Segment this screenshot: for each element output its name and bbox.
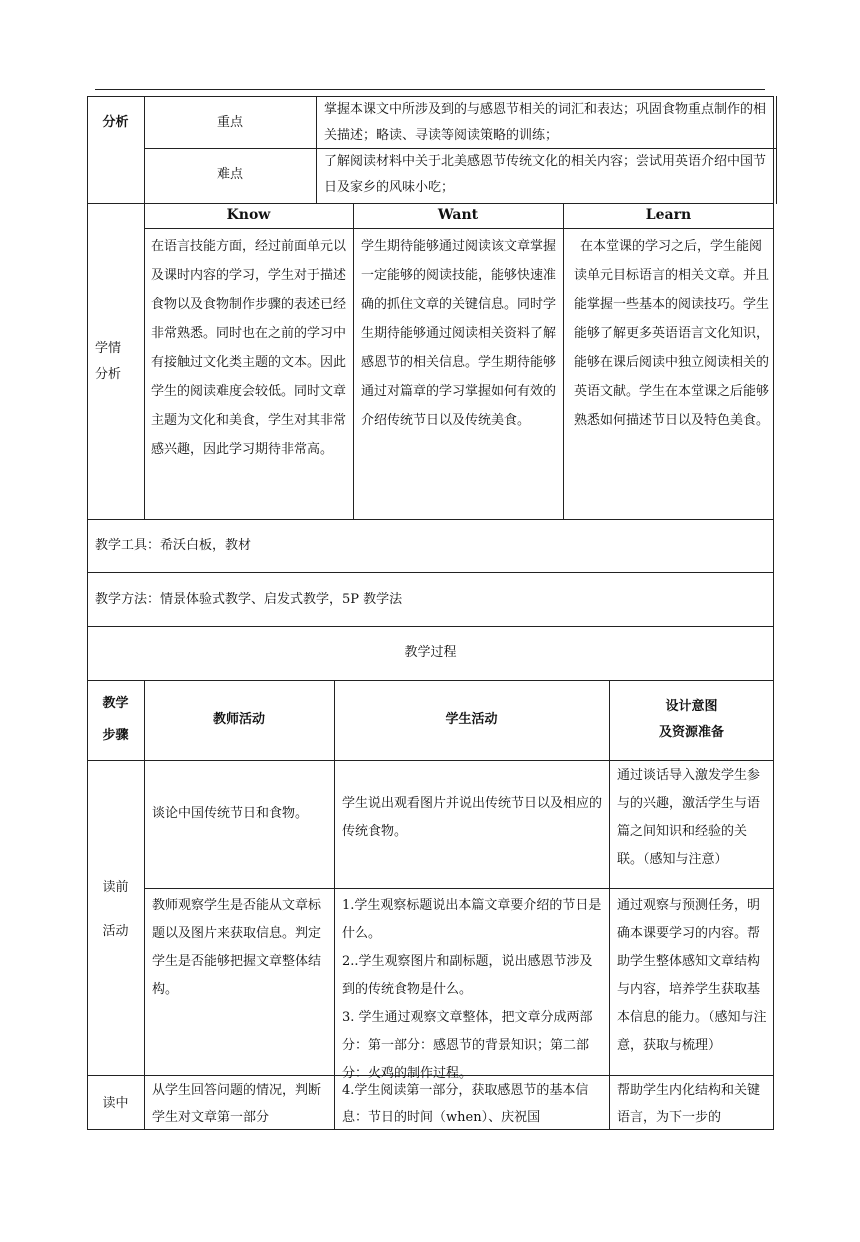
analysis-label: 分析	[102, 115, 129, 130]
teacher-activity-1: 谈论中国传统节日和食物。	[152, 806, 309, 821]
column-divider	[563, 203, 564, 520]
want-text: 学生期待能够通过阅读该文章掌握一定能够的阅读技能，能够快速准确的抓住文章的关键信息。同时学生期待能够通过阅读相关资料了解感恩节的相关信息。学生期待能够通过对篇章的学习掌握如何有效的介绍传统节日以及传统美食。	[361, 239, 557, 428]
learn-header: Learn	[645, 207, 692, 223]
difficulty-text: 了解阅读材料中关于北美感恩节传统文化的相关内容；尝试用英语介绍中国节日及家乡的风味小吃；	[324, 154, 767, 195]
design-intent-1: 通过谈话导入激发学生参与的兴趣，激活学生与语篇之间知识和经验的关联。（感知与注意）	[617, 768, 761, 867]
know-header: Know	[226, 207, 271, 223]
step-header: 教学 步骤	[102, 696, 129, 743]
student-activity-3: 4.学生阅读第一部分，获取感恩节的基本信息：节日的时间（when）、庆祝国	[342, 1083, 589, 1125]
row-divider	[87, 519, 774, 520]
stage-pre-reading: 读前 活动	[102, 880, 129, 939]
difficulty-label: 难点	[216, 167, 243, 182]
header-rule	[95, 89, 765, 90]
design-intent-3: 帮助学生内化结构和关键语言，为下一步的	[617, 1083, 761, 1125]
teacher-activity-3: 从学生回答问题的情况，判断学生对文章第一部分	[152, 1083, 322, 1125]
learner-label: 学情 分析	[95, 341, 122, 382]
teaching-tools: 教学工具：希沃白板，教材	[95, 538, 252, 553]
teacher-activity-header: 教师活动	[212, 712, 265, 727]
design-header: 设计意图 及资源准备	[658, 699, 724, 740]
student-activity-2: 1.学生观察标题说出本篇文章要介绍的节日是什么。 2..学生观察图片和副标题，说出感恩节涉及到的传统食物是什么。 3. 学生通过观察文章整体，把文章分成两部分：第一部分：感恩节的背景知识；第二部分：火鸡的制作过程。	[342, 898, 602, 1081]
column-divider	[334, 680, 335, 1130]
want-header: Want	[437, 207, 479, 223]
column-divider	[353, 203, 354, 520]
teacher-activity-2: 教师观察学生是否能从文章标题以及图片来获取信息。判定学生是否能够把握文章整体结构。	[152, 898, 322, 997]
focus-label: 重点	[216, 115, 243, 130]
row-divider	[87, 572, 774, 573]
row-divider	[87, 760, 774, 761]
column-divider	[144, 680, 145, 1130]
row-divider	[144, 888, 774, 889]
know-text: 在语言技能方面，经过前面单元以及课时内容的学习，学生对于描述食物以及食物制作步骤的表述已经非常熟悉。同时也在之前的学习中有接触过文化类主题的文本。因此学生的阅读难度会较低。同时文章主题为文化和美食，学生对其非常感兴趣，因此学习期待非常高。	[151, 239, 347, 457]
process-title: 教学过程	[404, 645, 457, 660]
teaching-methods: 教学方法：情景体验式教学、启发式教学，5P 教学法	[95, 592, 403, 607]
column-divider	[776, 96, 777, 204]
student-activity-header: 学生活动	[445, 712, 498, 727]
student-activity-1: 学生说出观看图片并说出传统节日以及相应的传统食物。	[342, 796, 603, 839]
design-intent-2: 通过观察与预测任务，明确本课要学习的内容。帮助学生整体感知文章结构与内容，培养学生获取基本信息的能力。（感知与注意，获取与梳理）	[617, 898, 767, 1053]
stage-while-reading: 读中	[102, 1096, 129, 1111]
column-divider	[609, 680, 610, 1130]
row-divider	[87, 626, 774, 627]
learn-text: 在本堂课的学习之后，学生能阅读单元目标语言的相关文章。并且能掌握一些基本的阅读技巧。学生能够了解更多英语语言文化知识，能够在课后阅读中独立阅读相关的英语文献。学生在本堂课之后能够熟悉如何描述节日以及特色美食。	[574, 239, 770, 428]
column-divider	[144, 96, 145, 520]
row-divider	[87, 680, 774, 681]
column-divider	[316, 96, 317, 203]
row-divider	[144, 228, 774, 229]
focus-text: 掌握本课文中所涉及到的与感恩节相关的词汇和表达；巩固食物重点制作的相关描述；略读、寻读等阅读策略的训练；	[324, 102, 767, 143]
